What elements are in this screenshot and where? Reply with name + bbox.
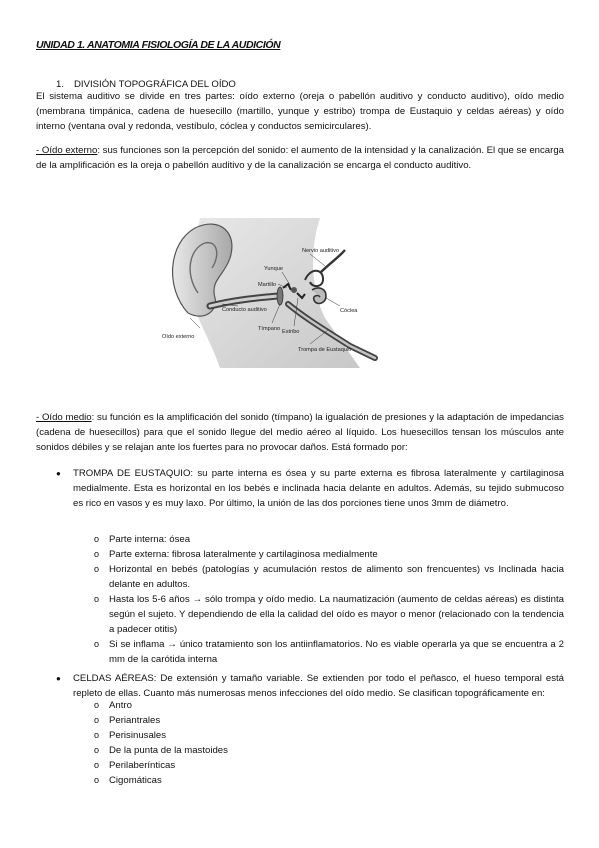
trompa-sublist bbox=[94, 532, 564, 667]
unit-title: UNIDAD 1. ANATOMIA FISIOLOGÍA DE LA AUDICIÓN bbox=[36, 39, 281, 51]
trompa-bullet bbox=[56, 466, 564, 511]
oido-externo-label: - Oído externo bbox=[36, 145, 98, 156]
ear-illustration bbox=[173, 218, 375, 368]
figure-label-yunque: Yunque bbox=[264, 266, 283, 272]
figure-label-nervio: Nervio auditivo bbox=[302, 248, 339, 254]
list-item: o Cigomáticas bbox=[94, 775, 162, 786]
celdas-text: CELDAS AÉREAS: De extensión y tamaño variable. Se extienden por todo el peñasco, el hueso temporal está repleto de ellas. Cuanto más numerosas menos infecciones del oído medio. Se clasifican topográficamente en: bbox=[73, 673, 564, 699]
list-item: o Horizontal en bebés (patologías y acumulación restos de alimento son frencuentes) vs Inclinada hacia delante en adultos. bbox=[94, 564, 564, 590]
bullet-dot: ● bbox=[56, 674, 61, 683]
list-item: o Periantrales bbox=[94, 715, 161, 726]
figure-label-martillo: Martillo bbox=[258, 282, 277, 288]
oido-medio-label: - Oído medio bbox=[36, 412, 92, 423]
section-heading-text: DIVISIÓN TOPOGRÁFICA DEL OÍDO bbox=[74, 79, 236, 90]
figure-label-conducto: Conducto auditivo bbox=[222, 307, 267, 313]
list-item: o Hasta los 5-6 años → sólo trompa y oído medio. La naumatización (aumento de celdas aéreas) es distinta según el sujeto. Y dependiendo de ella la calidad del oído es mayor o menor (relacionado con la tendencia a padecer otitis) bbox=[94, 594, 564, 635]
list-item: o De la punta de la mastoides bbox=[94, 745, 228, 756]
list-item: o Perilaberínticas bbox=[94, 760, 176, 771]
list-item: o Perisinusales bbox=[94, 730, 167, 741]
list-item: o Parte externa: fibrosa lateralmente y cartilaginosa medialmente bbox=[94, 549, 378, 560]
bullet-dot: ● bbox=[56, 469, 61, 478]
figure-label-trompa: Trompa de Eustaquio bbox=[298, 347, 352, 353]
celdas-bullet bbox=[56, 671, 564, 701]
ear-anatomy-figure bbox=[160, 218, 380, 368]
oido-medio-paragraph bbox=[36, 410, 564, 455]
figure-label-coclea: Cóclea bbox=[340, 308, 358, 314]
section-intro-paragraph: El sistema auditivo se divide en tres partes: oído externo (oreja o pabellón auditivo y conducto auditivo), oído medio (membrana timpánica, cadena de huesecillo (martillo, yunque y estribo) trompa de Eustaquio y celdas aéreas) y oído interno (ventana oval y redonda, vestíbulo, cóclea y conductos semicirculares). bbox=[36, 91, 564, 132]
oido-externo-paragraph bbox=[36, 143, 564, 173]
celdas-sublist bbox=[94, 698, 564, 788]
list-item: o Antro bbox=[94, 700, 132, 711]
oido-medio-text: : su función es la amplificación del sonido (tímpano) la igualación de presiones y la adaptación de impedancias (cadena de huesecillos) para que el sonido llegue del medio aéreo al líquido. Los huesecillos tensan los músculos ante sonidos débiles y se relajan ante los fuertes para no provocar daños. Está formado por: bbox=[36, 412, 564, 453]
section-number: 1. bbox=[56, 79, 65, 90]
list-item: o Parte interna: ósea bbox=[94, 534, 191, 545]
figure-label-estribo: Estribo bbox=[282, 329, 300, 335]
list-item: o Si se inflama → único tratamiento son los antiinflamatorios. No es viable operarla ya que se encuentra a 2 mm de la carótida interna bbox=[94, 639, 564, 665]
figure-label-oido-externo: Oído externo bbox=[162, 334, 195, 340]
oido-externo-text: : sus funciones son la percepción del sonido: el aumento de la intensidad y la canalización. El que se encarga de la amplificación es la oreja o pabellón auditivo y de la canalización se encarga el conducto auditivo. bbox=[36, 145, 564, 171]
trompa-text: TROMPA DE EUSTAQUIO: su parte interna es ósea y su parte externa es fibrosa lateralmente y cartilaginosa medialmente. Esta es horizontal en los bebés e inclinada hacia delante en adultos. Además, su tejido submucoso es rico en vasos y es muy laxo. Por último, la unión de las dos porciones tiene unos 3mm de diámetro. bbox=[73, 468, 564, 509]
figure-label-timpano: Tímpano bbox=[258, 326, 281, 332]
